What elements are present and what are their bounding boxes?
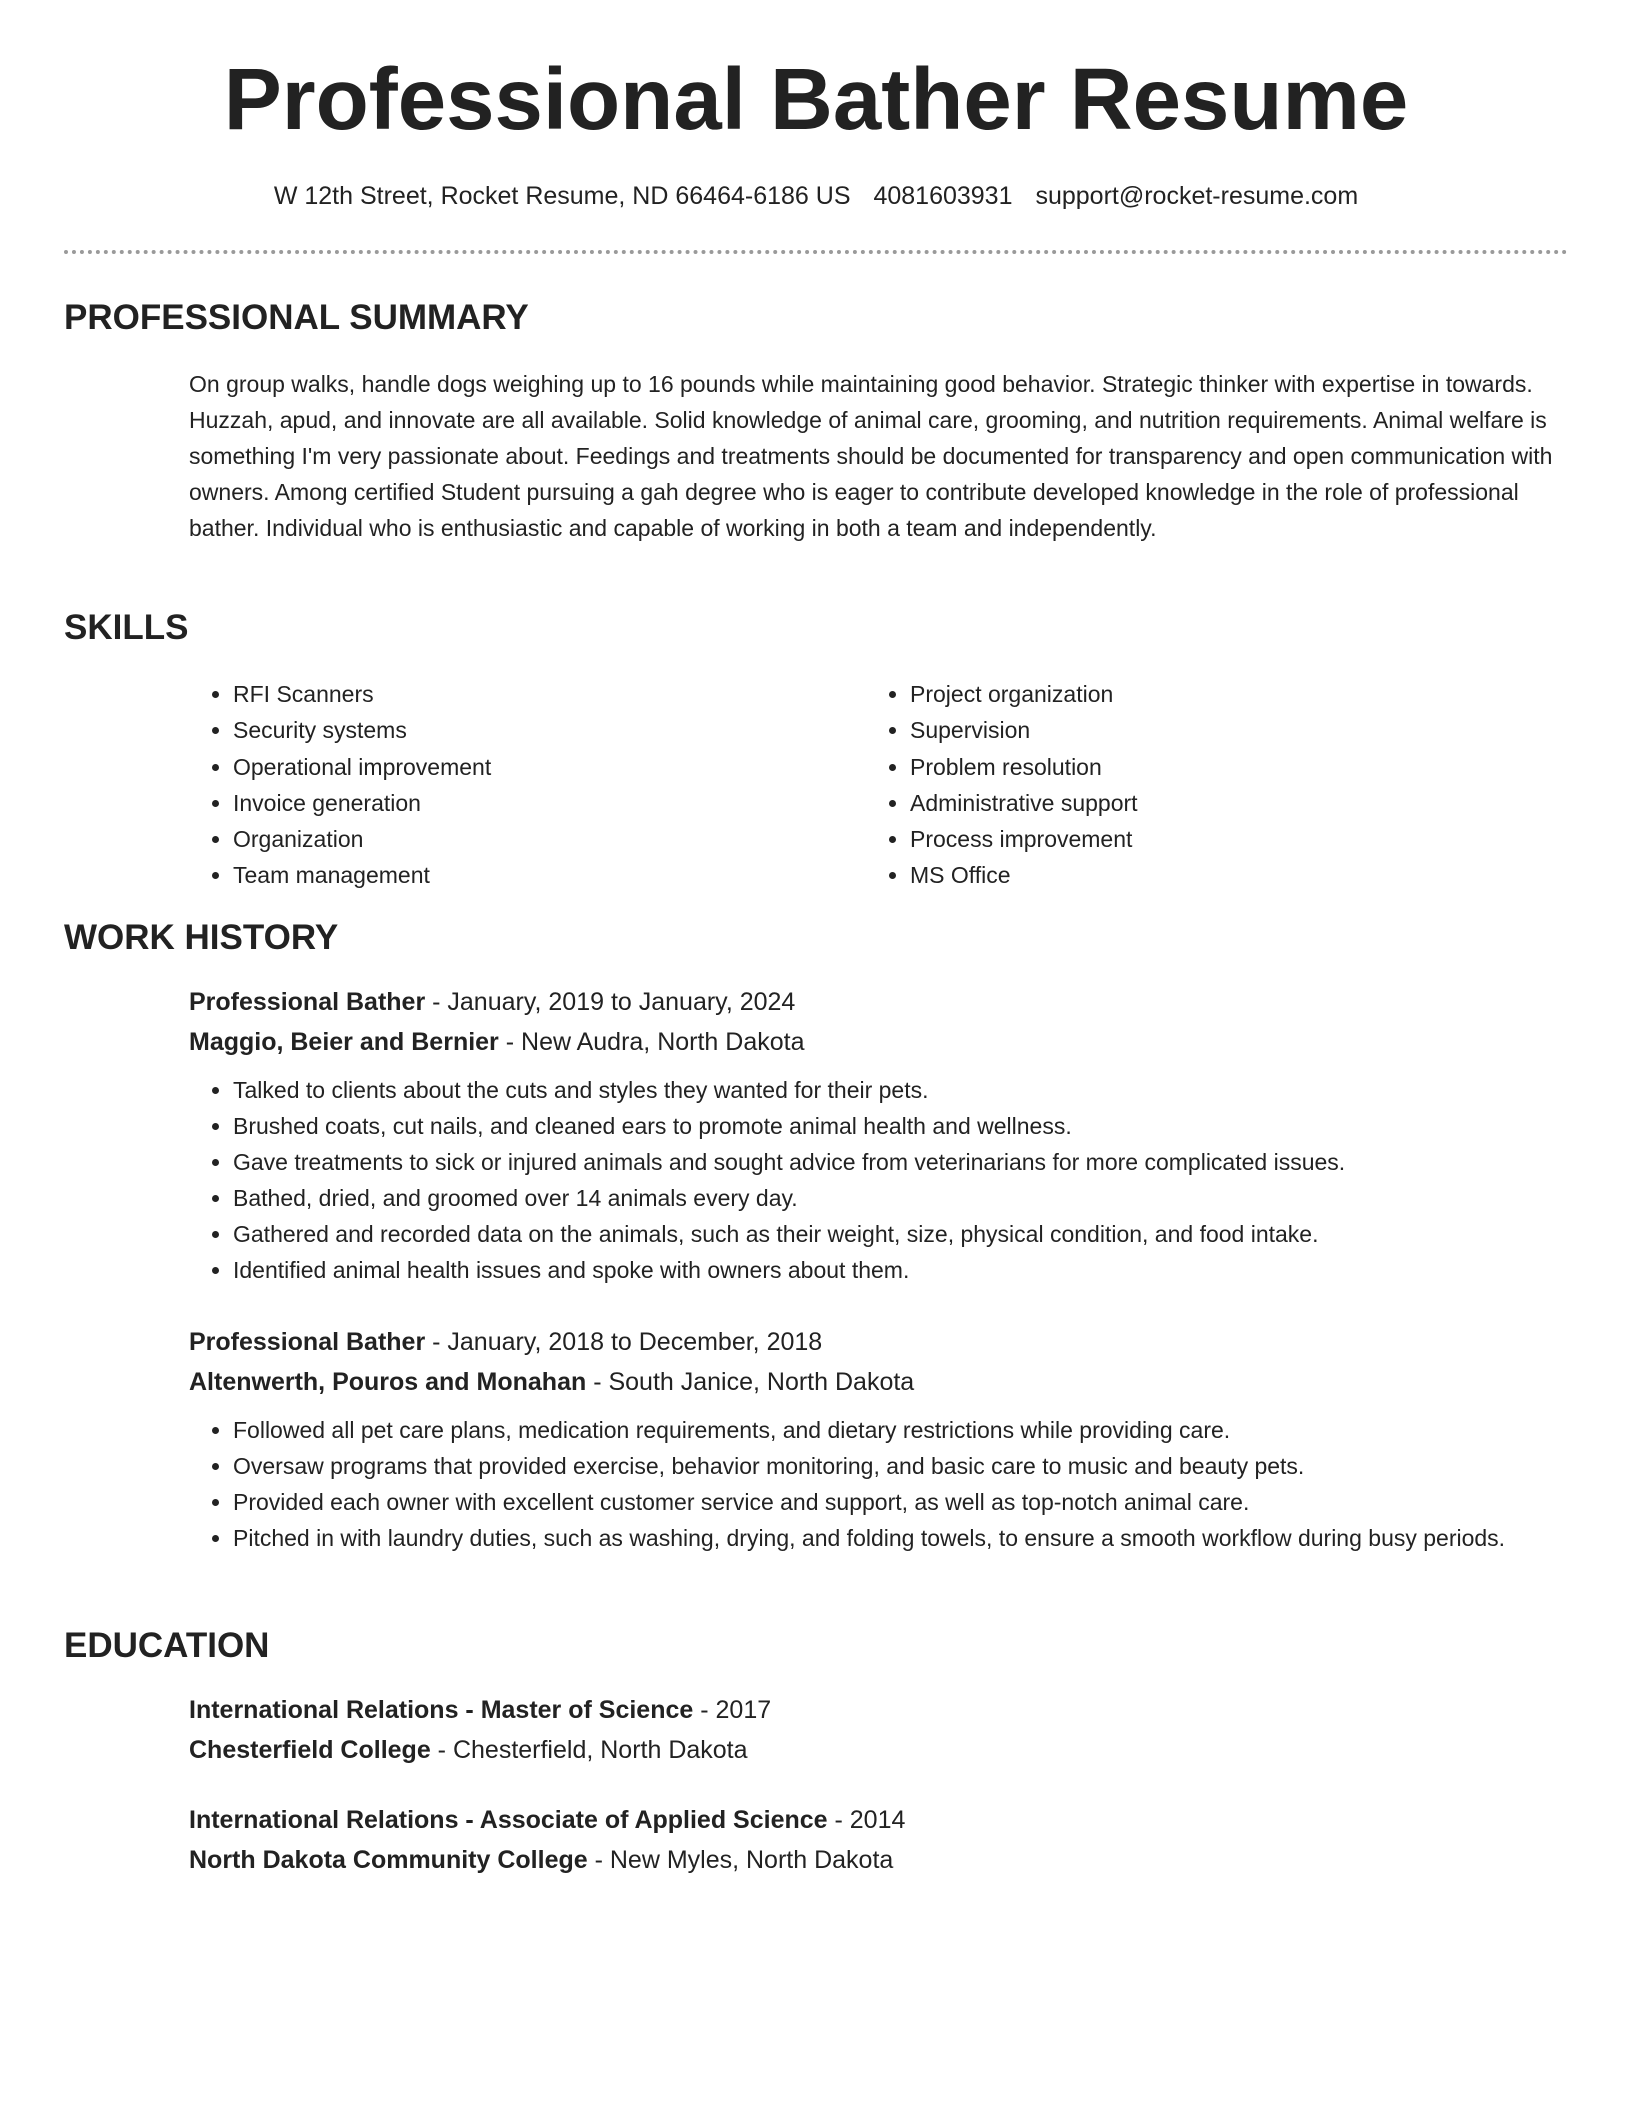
skills-list-left [189,676,491,894]
contact-phone: 4081603931 [873,182,1013,210]
job-company-line [189,1362,1569,1402]
edu-year: - 2014 [827,1806,906,1834]
edu-school: Chesterfield College [189,1736,431,1764]
job-bullet: • Oversaw programs that provided exercise, behavior monitoring, and basic care to music and beauty pets. [233,1448,1569,1484]
job-location: - South Janice, North Dakota [586,1368,915,1396]
job-bullets [189,1412,1569,1556]
job-company-line [189,1022,1569,1062]
job-entry [189,982,1569,1288]
edu-degree-line [189,1690,1569,1730]
job-bullet: • Provided each owner with excellent customer service and support, as well as top-notch animal care. [233,1484,1569,1520]
job-company: Maggio, Beier and Bernier [189,1028,499,1056]
skill-item: • Project organization [910,676,1138,712]
work-heading: WORK HISTORY [64,918,339,957]
edu-school-line [189,1840,1569,1880]
education-heading: EDUCATION [64,1626,270,1665]
edu-school: North Dakota Community College [189,1846,588,1874]
skills-heading: SKILLS [64,608,189,647]
skill-item: • Security systems [233,712,491,748]
resume-title: Professional Bather Resume [223,51,1409,148]
skill-item: • Organization [233,821,491,857]
education-entry [189,1690,1569,1770]
edu-degree: International Relations - Master of Science [189,1696,694,1724]
job-entry [189,1322,1569,1556]
skill-item: • Administrative support [910,785,1138,821]
job-company: Altenwerth, Pouros and Monahan [189,1368,587,1396]
job-bullet: • Brushed coats, cut nails, and cleaned ears to promote animal health and wellness. [233,1108,1569,1144]
edu-year: - 2017 [693,1696,772,1724]
job-bullet: • Gave treatments to sick or injured animals and sought advice from veterinarians for more complicated issues. [233,1144,1569,1180]
job-bullet: • Bathed, dried, and groomed over 14 animals every day. [233,1180,1569,1216]
job-title: Professional Bather [189,988,426,1016]
edu-location: - Chesterfield, North Dakota [430,1736,748,1764]
edu-school-line [189,1730,1569,1770]
summary-text: On group walks, handle dogs weighing up to 16 pounds while maintaining good behavior. Strategic thinker with expertise in towards. Huzzah, apud, and innovate are all available. Solid knowledge of animal care, grooming, and nutrition requirements. Animal welfare is something I'm very passionate about. Feedings and treatments should be documented for transparency and open communication with owners. Among certified Student pursuing a gah degree who is eager to contribute developed knowledge in the role of professional bather. Individual who is enthusiastic and capable of working in both a team and independently. [189,371,1553,541]
skills-list-right [866,676,1138,894]
edu-degree-line [189,1800,1569,1840]
summary-heading: PROFESSIONAL SUMMARY [64,298,529,337]
job-bullet: • Followed all pet care plans, medication requirements, and dietary restrictions while providing care. [233,1412,1569,1448]
skill-item: • Team management [233,857,491,893]
edu-location: - New Myles, North Dakota [587,1846,894,1874]
education-entry [189,1800,1569,1880]
skill-item: • Problem resolution [910,749,1138,785]
job-title-line [189,982,1569,1022]
job-bullets [189,1072,1569,1288]
skill-item: • Process improvement [910,821,1138,857]
contact-line [0,182,1632,211]
job-location: - New Audra, North Dakota [498,1028,805,1056]
skill-item: • MS Office [910,857,1138,893]
skill-item: • Supervision [910,712,1138,748]
edu-degree: International Relations - Associate of Applied Science [189,1806,828,1834]
skill-item: • Operational improvement [233,749,491,785]
job-title-line [189,1322,1569,1362]
skill-item: • RFI Scanners [233,676,491,712]
job-title: Professional Bather [189,1328,426,1356]
contact-address: W 12th Street, Rocket Resume, ND 66464-6186 US [273,182,851,210]
job-bullet: • Talked to clients about the cuts and styles they wanted for their pets. [233,1072,1569,1108]
job-dates: - January, 2018 to December, 2018 [425,1328,823,1356]
header-divider [64,250,1568,254]
job-bullet: • Pitched in with laundry duties, such as washing, drying, and folding towels, to ensure a smooth workflow during busy periods. [233,1520,1569,1556]
job-bullet: • Identified animal health issues and spoke with owners about them. [233,1252,1569,1288]
job-dates: - January, 2019 to January, 2024 [425,988,796,1016]
contact-email: support@rocket-resume.com [1035,182,1359,210]
skill-item: • Invoice generation [233,785,491,821]
job-bullet: • Gathered and recorded data on the animals, such as their weight, size, physical condition, and food intake. [233,1216,1569,1252]
